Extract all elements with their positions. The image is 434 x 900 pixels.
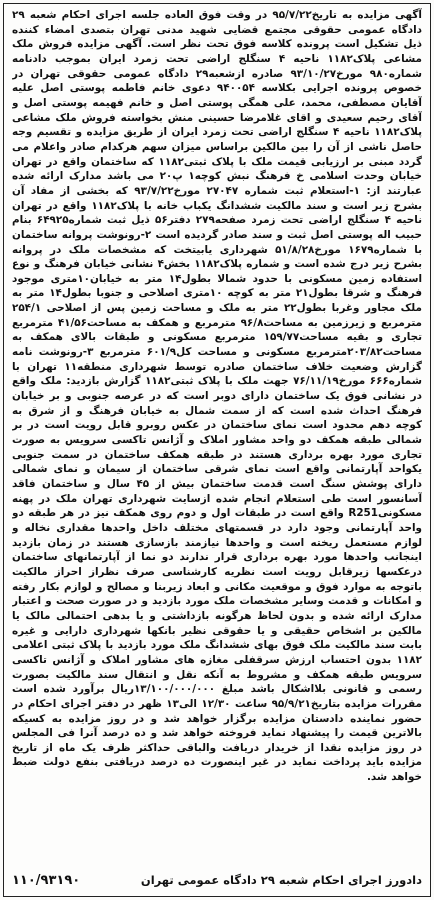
auction-notice-body: آگهی مزایده به تاریخ۹۵/۷/۲۲ در وقت فوق العاده جلسه اجرای احکام شعبه ۲۹ دادگاه عمومی حقوقی مجتمع قضایی شهید مدنی تهران بتصدی امضاء کننده ذیل تشکیل است پرونده کلاسه فوق تحت نظر است. آگهی مزایده فروش ملک مشاعی پلاک۱۱۸۲ ناحیه ۴ سنگلج اراضی تحت زمرد ایران بموجب دادنامه شماره۹۸۰ مورخ۹۳/۱۰/۲۷ صادره ازشعبه۲۹ دادگاه عمومی حقوقی تهران در خصوص پرونده اجرایی بکلاسه ۹۴۰۰۵۴ دعوی خانم فاطمه پوستی اصل علیه آقایان مصطفی، محمد، علی همگی پوستی اصل و خانم فهیمه پوستی اصل و آقای رحیم سعیدی و اقای غلامرضا حسینی منش بخواسته فروش ملک مشاعی پلاک۱۱۸۲ ناحیه ۴ سنگلج اراضی تحت زمرد ایران از طریق مزایده و تقسیم وجه حاصل ناشی از آن را بین مالکین براساس میزان سهم هرکدام صادر واعلام می گردد مبنی بر ارزیابی قیمت ملک با پلاک ثبتی۱۱۸۲ که ساختمان واقع در تهران خیابان وحدت اسلامی خ فرهنگ نبش کوچه۱ پ۲۰ می باشد مدارک ارائه شده عبارتند از: ۱-استعلام ثبت شماره ۲۷۰۴۷ مورخ۹۳/۷/۲۲ که بخشی از مفاد آن بشرح زیر است و سند مالکیت ششدانگ یکباب خانه با پلاک۱۱۸۲ واقع در تهران ناحیه ۴ سنگلج اراضی تحت زمرد صفحه۲۷۹ دفتر۵۶ ذیل ثبت شماره۶۴۹۲۵ بنام حبیب اله پوستی اصل ثبت و سند صادر گردیده است ۲-رونوشت پروانه ساختمان با شماره۱۶۷۹ مورخ۵۱/۸/۲۸ شهرداری یابیتخت که مشخصات ملک در پروانه بشرح زیر درج شده است و شماره پلاک۱۱۸۲ بخش۴ نشانی خیابان فرهنگ و نوع استفاده زمین مسکونی با حدود شمالا بطول۱۴ متر به خیابان۱۰متری موجود فرهنگ و شرقا بطول۲۱ متر به کوچه ۱۰متری اصلاحی و جنوبا بطول۱۴ متر به ملک مجاور وغربا بطول۲۲ متر به ملک و مساحت زمین پس از اصلاحی ۲۵۴/۱ مترمربع و زیرزمین به مساحت۹۶/۸ مترمربع و همکف به مساحت۴۱/۵۶ مترمربع تجاری و بقیه مساحت۱۵۹/۷۷ مترمربع مسکونی و طبقات بالای همکف به مساحت۲۰۳/۸۲مترمربع مسکونی و مساحت کل۶۰۱/۹ مترمربع ۳-رونوشت نامه گزارش وضعیت خلاف ساختمان صادره توسط شهرداری منطقه۱۱ تهران با شماره۶۶۶ مورخ۷۶/۱۱/۱۹ جهت ملک با پلاک ثبتی۱۱۸۲ گزارش بازدید: ملک واقع در نشانی فوق یک ساختمان دارای دوبر است که در عرصه جنوبی و بر خیابان فرهنگ احداث شده است که از سمت شمال به خیابان فرهنگ و از شرق به کوچه دهم محدود است نمای ساختمان در عکس روبرو قابل رویت است در بر شمالی طبقه همکف دو واحد مشاور املاک و آژانس تاکسی سرویس به صورت تجاری مورد بهره برداری هستند در طبقه همکف ساختمان در سمت جنوبی یکواحد آپارتمانی واقع است نمای شرقی ساختمان از سیمان و نمای شمالی دارای پوشش سنگ است قدمت ساختمان بیش از ۴۵ سال و ساختمان فاقد آسانسور است طی استعلام انجام شده ازسایت شهرداری تهران ملک در پهنه مسکونیR251 واقع است در طبقات اول و دوم روی همکف نیز در هر طبقه دو واحد آپارتمانی وجود دارد در قسمتهای مختلف داخل واحدها مقداری نخاله و لوازم مستعمل ریخته است و واحدها نیازمند بازسازی هستند در زمان بازدید اینجانب واحدها مورد بهره برداری قرار ندارند دو نما از آپارتمانهای ساختمان درعکسها زیرقابل رویت است نظریه کارشناسی صرف نظراز احراز مالکیت باتوجه به موارد فوق و موقعیت مکانی و ابعاد زیربنا و مصالح و لوازم بکار رفته و امکانات و قدمت وسایر مشخصات ملک مورد بازدید و در صورت صحت و اعتبار مدارک ارائه شده و بدون لحاظ هرگونه بازداشتی و یا بدهی احتمالی مالک یا مالکین بر اشخاص حقیقی و یا حقوقی نظیر بانکها شهرداری دارایی و غیره بابت سند مالکیت ملک فوق بهای ششدانگ ملک مورد بازدید با پلاک ثبتی اعلامی ۱۱۸۲ بدون احتساب ارزش سرقفلی مغازه های مشاور املاک و آژانس تاکسی سرویس طبقه همکف و مشروط به آنکه نقل و انتقال سند مالکیت بصورت رسمی و قانونی بلااشکال باشد مبلغ ۱۳/۱۰۰/۰۰۰/۰۰۰ریال برآورد شده است مقررات مزایده بتاریخ۹۵/۹/۲۱ ساعت ۱۲/۳۰ الی۱۳ ظهر در دفتر اجرای احکام در حضور نماینده دادستان مزایده برگزار خواهد شد و در روز مزایده به کسیکه بالاترین قیمت را پیشنهاد نماید فروخته خواهد شد و ده درصد آنرا فی المجلس در روز مزایده نقدا از خریدار دریافت والباقی حداکثر ظرف یک ماه از تاریخ مزایده باید پرداخت نماید در غیر اینصورت ده درصد دریافتی بنفع دولت ضبط خواهد شد. bbox=[12, 9, 422, 784]
notice-reference-code: ۱۱۰/۹۳۱۹۰ bbox=[12, 872, 81, 888]
notice-border-frame bbox=[3, 3, 431, 897]
notice-footer bbox=[12, 868, 422, 892]
notice-issuer-signature: دادورز اجرای احکام شعبه ۲۹ دادگاه عمومی تهران bbox=[140, 873, 422, 887]
